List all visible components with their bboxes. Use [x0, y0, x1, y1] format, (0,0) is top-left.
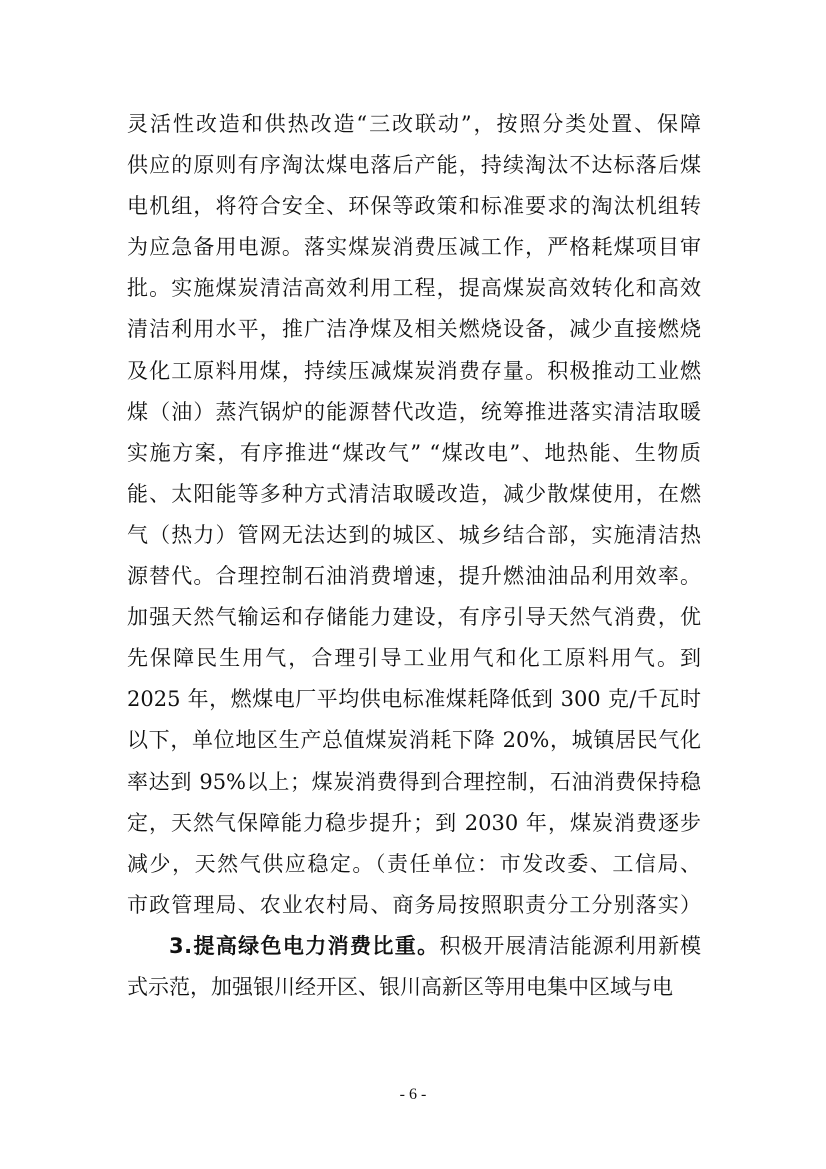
text-line: 气（热力）管网无法达到的城区、城乡结合部，实施清洁热 [127, 522, 701, 547]
section-heading-rest: 积极开展清洁能源利用新模 [439, 933, 701, 958]
text-line: 减少，天然气供应稳定。（责任单位：市发改委、工信局、 [127, 851, 701, 876]
section-heading-line [127, 926, 701, 967]
text-line: 批。实施煤炭清洁高效利用工程，提高煤炭高效转化和高效 [127, 276, 701, 301]
body-text [127, 104, 701, 1008]
text-line: 先保障民生用气，合理引导工业用气和化工原料用气。到 [127, 646, 701, 671]
text-line: 实施方案，有序推进“煤改气” “煤改电”、地热能、生物质 [127, 440, 701, 465]
text-line: 煤（油）蒸汽锅炉的能源替代改造，统筹推进落实清洁取暖 [127, 399, 701, 424]
text-line: 2025 年，燃煤电厂平均供电标准煤耗降低到 300 克/千瓦时 [127, 687, 701, 712]
text-line: 率达到 95%以上；煤炭消费得到合理控制，石油消费保持稳 [127, 769, 701, 794]
text-line: 加强天然气输运和存储能力建设，有序引导天然气消费，优 [127, 605, 701, 630]
text-line: 式示范，加强银川经开区、银川高新区等用电集中区域与电 [127, 974, 673, 999]
text-line: 为应急备用电源。落实煤炭消费压减工作，严格耗煤项目审 [127, 235, 701, 260]
text-line: 及化工原料用煤，持续压减煤炭消费存量。积极推动工业燃 [127, 358, 701, 383]
text-line: 电机组，将符合安全、环保等政策和标准要求的淘汰机组转 [127, 194, 701, 219]
text-line: 灵活性改造和供热改造“三改联动”，按照分类处置、保障 [127, 112, 701, 136]
text-line: 能、太阳能等多种方式清洁取暖改造，减少散煤使用，在燃 [127, 481, 701, 506]
text-line: 源替代。合理控制石油消费增速，提升燃油油品利用效率。 [127, 564, 701, 589]
section-heading: 3.提高绿色电力消费比重。 [169, 933, 440, 958]
text-line: 以下，单位地区生产总值煤炭消耗下降 20%，城镇居民气化 [127, 728, 701, 753]
text-line: 供应的原则有序淘汰煤电落后产能，持续淘汰不达标落后煤 [127, 153, 701, 178]
text-line: 市政管理局、农业农村局、商务局按照职责分工分别落实） [127, 892, 701, 917]
text-line: 定，天然气保障能力稳步提升；到 2030 年，煤炭消费逐步 [127, 810, 701, 835]
text-line: 清洁利用水平，推广洁净煤及相关燃烧设备，减少直接燃烧 [127, 317, 701, 342]
page-number: - 6 - [399, 1086, 427, 1103]
